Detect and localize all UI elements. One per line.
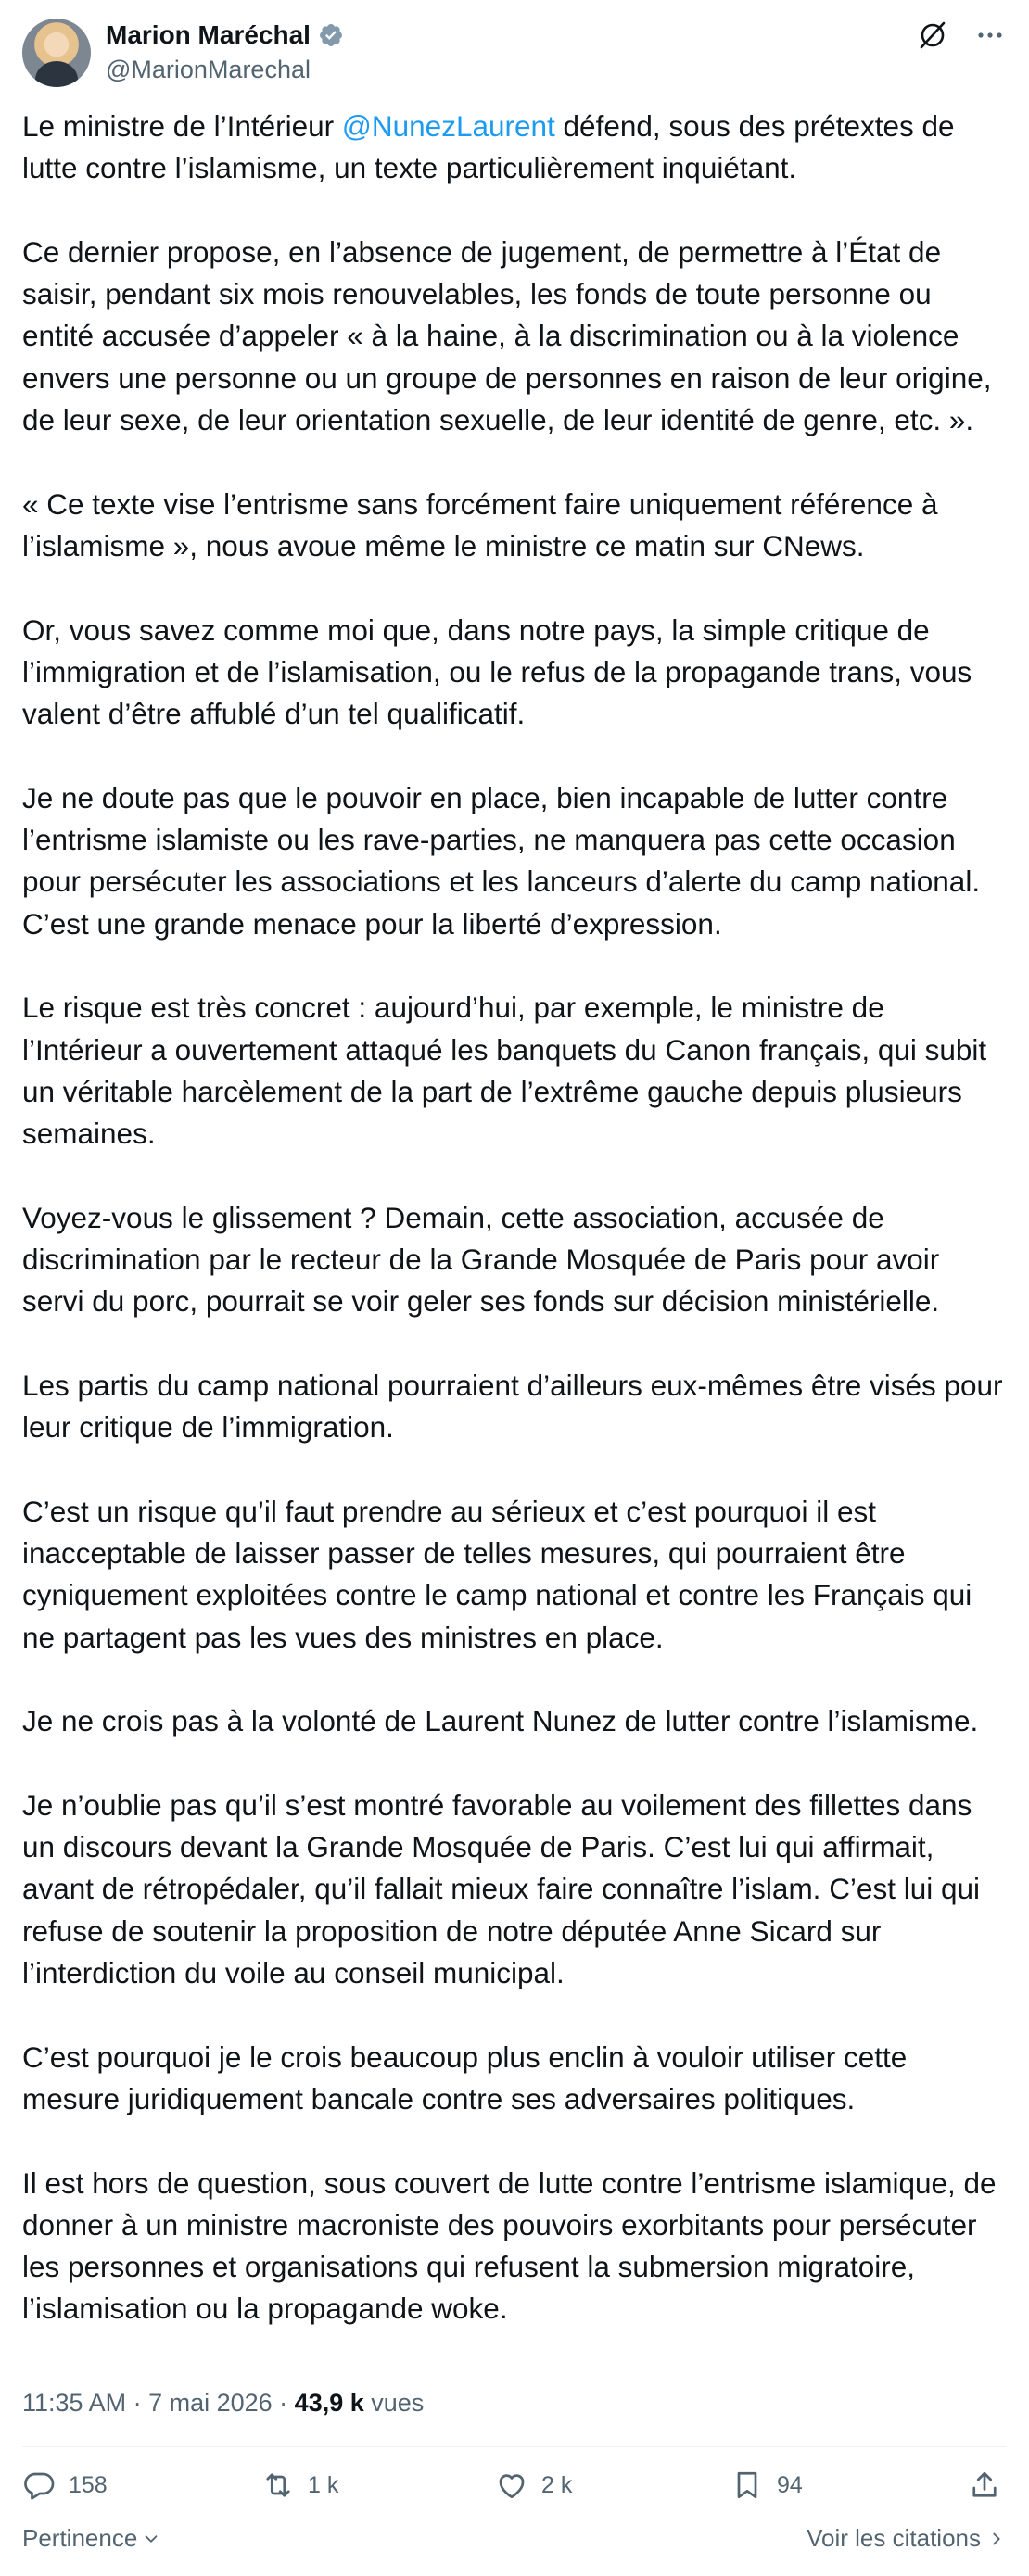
tweet-paragraph: Or, vous savez comme moi que, dans notre pays, la simple critique de l’immigration et de l’islamisation, ou le refus de la propagande trans, vous valent d’être affublé d’un tel qualificatif. (22, 612, 972, 731)
tweet-paragraph: Les partis du camp national pourraient d’ailleurs eux-mêmes être visés pour leur critique de l’immigration. (22, 1368, 1003, 1445)
share-button[interactable] (968, 2469, 1001, 2502)
tweet-paragraph: C’est un risque qu’il faut prendre au sérieux et c’est pourquoi il est inacceptable de laisser passer de telles mesures, qui pourraient être cyniquement exploitées contre le camp national et contre les Français qui ne partagent pas les vues des ministres en place. (22, 1494, 972, 1654)
like-button[interactable] (495, 2469, 572, 2502)
tweet-paragraph: « Ce texte vise l’entrisme sans forcément faire uniquement référence à l’islamisme », nous avoue même le ministre ce matin sur CNews. (22, 486, 938, 562)
mention-link[interactable]: @NunezLaurent (341, 109, 555, 143)
tweet-paragraph: Le ministre de l’Intérieur @NunezLaurent défend, sous des prétextes de lutte contre l’islamisme, un texte particulièrement inquiétant. (22, 109, 955, 185)
more-icon[interactable] (973, 19, 1007, 52)
tweet-paragraph: Je n’oublie pas qu’il s’est montré favorable au voilement des fillettes dans un discours devant la Grande Mosquée de Paris. C’est lui qui affirmait, avant de rétropédaler, qu’il fallait mieux faire connaître l’islam. C’est lui qui refuse de soutenir la proposition de notre députée Anne Sicard sur l’interdiction du voile au conseil municipal. (22, 1787, 981, 1990)
share-icon (968, 2469, 1001, 2502)
tweet-meta: 11:35 AM · 7 mai 2026 · 43,9 k vues (22, 2389, 425, 2417)
verified-badge-icon[interactable] (318, 22, 344, 48)
tweet-date[interactable]: 7 mai 2026 (148, 2389, 273, 2417)
bookmark-icon (730, 2469, 764, 2502)
divider (22, 2446, 1007, 2447)
repost-button[interactable] (261, 2469, 338, 2502)
author-name[interactable]: Marion Maréchal (106, 20, 311, 49)
author-handle[interactable]: @MarionMarechal (106, 56, 311, 83)
tweet-text (22, 106, 1007, 2330)
views-count: 43,9 k (294, 2389, 364, 2417)
sort-dropdown[interactable] (22, 2524, 161, 2553)
action-bar (22, 2469, 1007, 2509)
grok-icon[interactable] (916, 19, 949, 52)
repost-icon (261, 2469, 295, 2502)
chevron-down-icon (141, 2529, 161, 2549)
view-quotes-label: Voir les citations (807, 2524, 981, 2552)
author-name-row (106, 20, 344, 50)
header-actions (916, 19, 1007, 52)
view-quotes-link[interactable] (807, 2524, 1007, 2553)
tweet-paragraph: C’est pourquoi je le crois beaucoup plus enclin à vouloir utiliser cette mesure juridiquement bancale contre ses adversaires politiques. (22, 2039, 908, 2115)
like-count: 2 k (541, 2471, 573, 2498)
reply-icon (22, 2469, 56, 2502)
reply-count: 158 (69, 2471, 108, 2498)
reply-button[interactable] (22, 2469, 108, 2502)
sort-label: Pertinence (22, 2524, 138, 2552)
tweet-paragraph: Voyez-vous le glissement ? Demain, cette association, accusée de discrimination par le recteur de la Grande Mosquée de Paris pour avoir servi du porc, pourrait se voir geler ses fonds sur décision ministérielle. (22, 1200, 940, 1319)
bookmark-count: 94 (777, 2471, 803, 2498)
chevron-right-icon (986, 2529, 1007, 2549)
avatar[interactable] (22, 19, 91, 87)
tweet-paragraph: Le risque est très concret : aujourd’hui, par exemple, le ministre de l’Intérieur a ouvertement attaqué les banquets du Canon français, qui subit un véritable harcèlement de la part de l’extrême gauche depuis plusieurs semaines. (22, 991, 987, 1151)
bookmark-button[interactable] (730, 2469, 803, 2502)
views-label: vues (363, 2389, 425, 2417)
tweet-time[interactable]: 11:35 AM (22, 2389, 127, 2417)
replies-footer (22, 2524, 1007, 2561)
tweet-paragraph: Ce dernier propose, en l’absence de jugement, de permettre à l’État de saisir, pendant six mois renouvelables, les fonds de toute personne ou entité accusée d’appeler « à la haine, à la discrimination ou à la violence envers une personne ou un groupe de personnes en raison de leur origine, de leur sexe, de leur orientation sexuelle, de leur identité de genre, etc. ». (22, 234, 992, 437)
tweet-paragraph: Il est hors de question, sous couvert de lutte contre l’entrisme islamique, de donner à un ministre macroniste des pouvoirs exorbitants pour persécuter les personnes et organisations qui refusent la submersion migratoire, l’islamisation ou la propagande woke. (22, 2166, 997, 2326)
like-icon (495, 2469, 528, 2502)
tweet-paragraph: Je ne crois pas à la volonté de Laurent Nunez de lutter contre l’islamisme. (22, 1704, 979, 1738)
tweet-paragraph: Je ne doute pas que le pouvoir en place, bien incapable de lutter contre l’entrisme islamiste ou les rave-parties, ne manquera pas cette occasion pour persécuter les associations et les lanceurs d’alerte du camp national. C’est une grande menace pour la liberté d’expression. (22, 780, 981, 941)
tweet-header (22, 17, 1007, 83)
repost-count: 1 k (308, 2471, 339, 2498)
